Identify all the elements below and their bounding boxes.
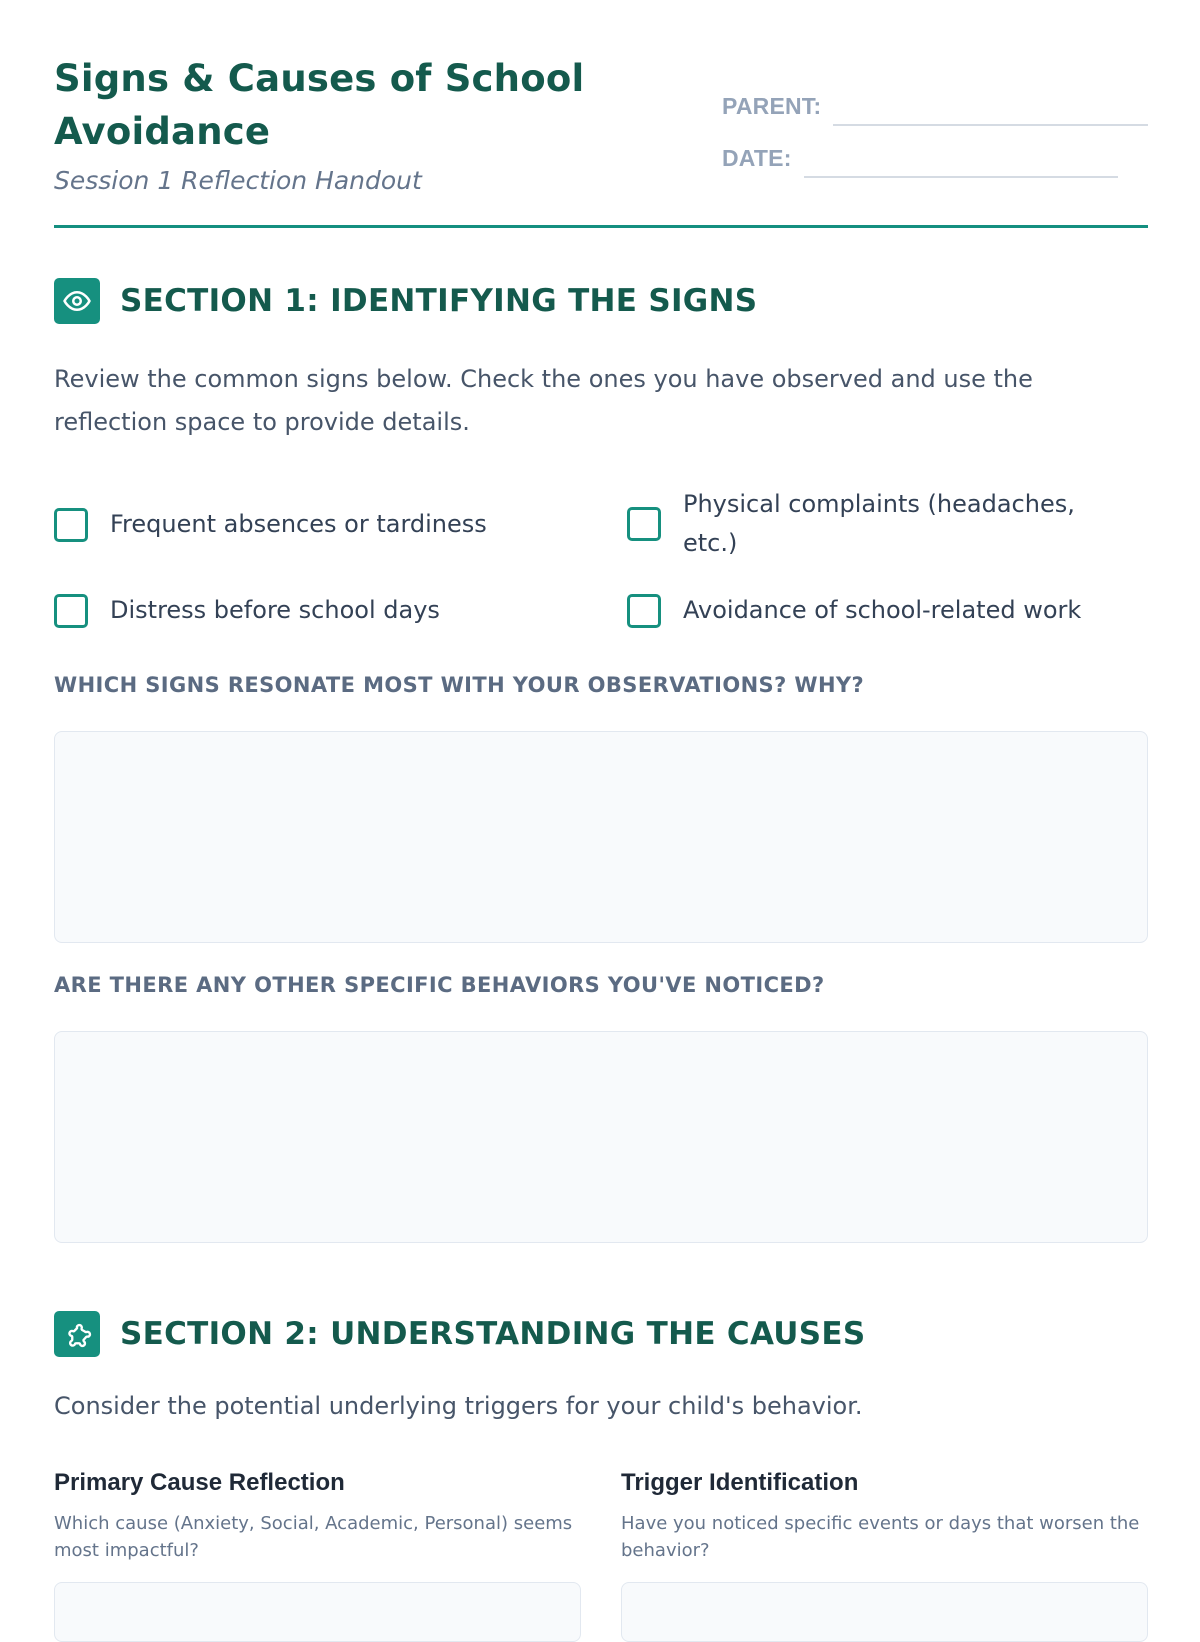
section-1-heading [54, 277, 757, 325]
trigger-desc: Have you noticed specific events or days that worsen the behavior? [621, 1513, 1140, 1561]
checkbox[interactable] [627, 507, 661, 541]
reflection-answer-box-1[interactable] [54, 731, 1148, 943]
reflection-answer-box-2[interactable] [54, 1031, 1148, 1243]
trigger-column [621, 1468, 1148, 1564]
date-input-line[interactable] [804, 140, 1118, 178]
trigger-answer-box[interactable] [621, 1582, 1148, 1642]
primary-cause-desc: Which cause (Anxiety, Social, Academic, Personal) seems most impactful? [54, 1513, 573, 1561]
checklist-label: Distress before school days [110, 596, 440, 624]
primary-cause-answer-box[interactable] [54, 1582, 581, 1642]
checklist-label: Avoidance of school-related work [683, 596, 1082, 624]
checklist-label: Physical complaints (headaches, etc.) [683, 490, 1075, 557]
checklist-item[interactable] [627, 485, 1127, 563]
checklist-item[interactable] [627, 591, 1148, 630]
parent-label: PARENT: [722, 93, 822, 119]
eye-icon [54, 278, 100, 324]
section-2-heading [54, 1310, 865, 1358]
header [54, 52, 1148, 230]
puzzle-icon [54, 1311, 100, 1357]
checkbox[interactable] [54, 508, 88, 542]
checkbox[interactable] [627, 594, 661, 628]
section-2-title: SECTION 2: UNDERSTANDING THE CAUSES [120, 1316, 866, 1352]
parent-input-line[interactable] [833, 88, 1148, 126]
section-1-title: SECTION 1: IDENTIFYING THE SIGNS [120, 283, 758, 319]
header-divider [54, 225, 1148, 228]
checklist-item[interactable] [54, 505, 594, 544]
section-2-intro: Consider the potential underlying triggers for your child's behavior. [54, 1392, 863, 1420]
handout-page [54, 0, 1148, 1600]
page-title: Signs & Causes of School Avoidance [54, 57, 585, 153]
reflection-prompt-2: ARE THERE ANY OTHER SPECIFIC BEHAVIORS YOU'VE NOTICED? [54, 973, 825, 997]
checklist-item[interactable] [54, 591, 594, 630]
parent-field [722, 86, 1148, 126]
checkbox[interactable] [54, 594, 88, 628]
primary-cause-title: Primary Cause Reflection [54, 1469, 345, 1496]
reflection-prompt-1: WHICH SIGNS RESONATE MOST WITH YOUR OBSERVATIONS? WHY? [54, 673, 865, 697]
trigger-title: Trigger Identification [621, 1469, 859, 1496]
section-1-intro: Review the common signs below. Check the ones you have observed and use the reflection space to provide details. [54, 365, 1033, 436]
date-field [722, 138, 1118, 178]
checklist-label: Frequent absences or tardiness [110, 510, 487, 538]
date-label: DATE: [722, 145, 792, 171]
primary-cause-column [54, 1468, 581, 1564]
page-subtitle: Session 1 Reflection Handout [54, 166, 422, 195]
